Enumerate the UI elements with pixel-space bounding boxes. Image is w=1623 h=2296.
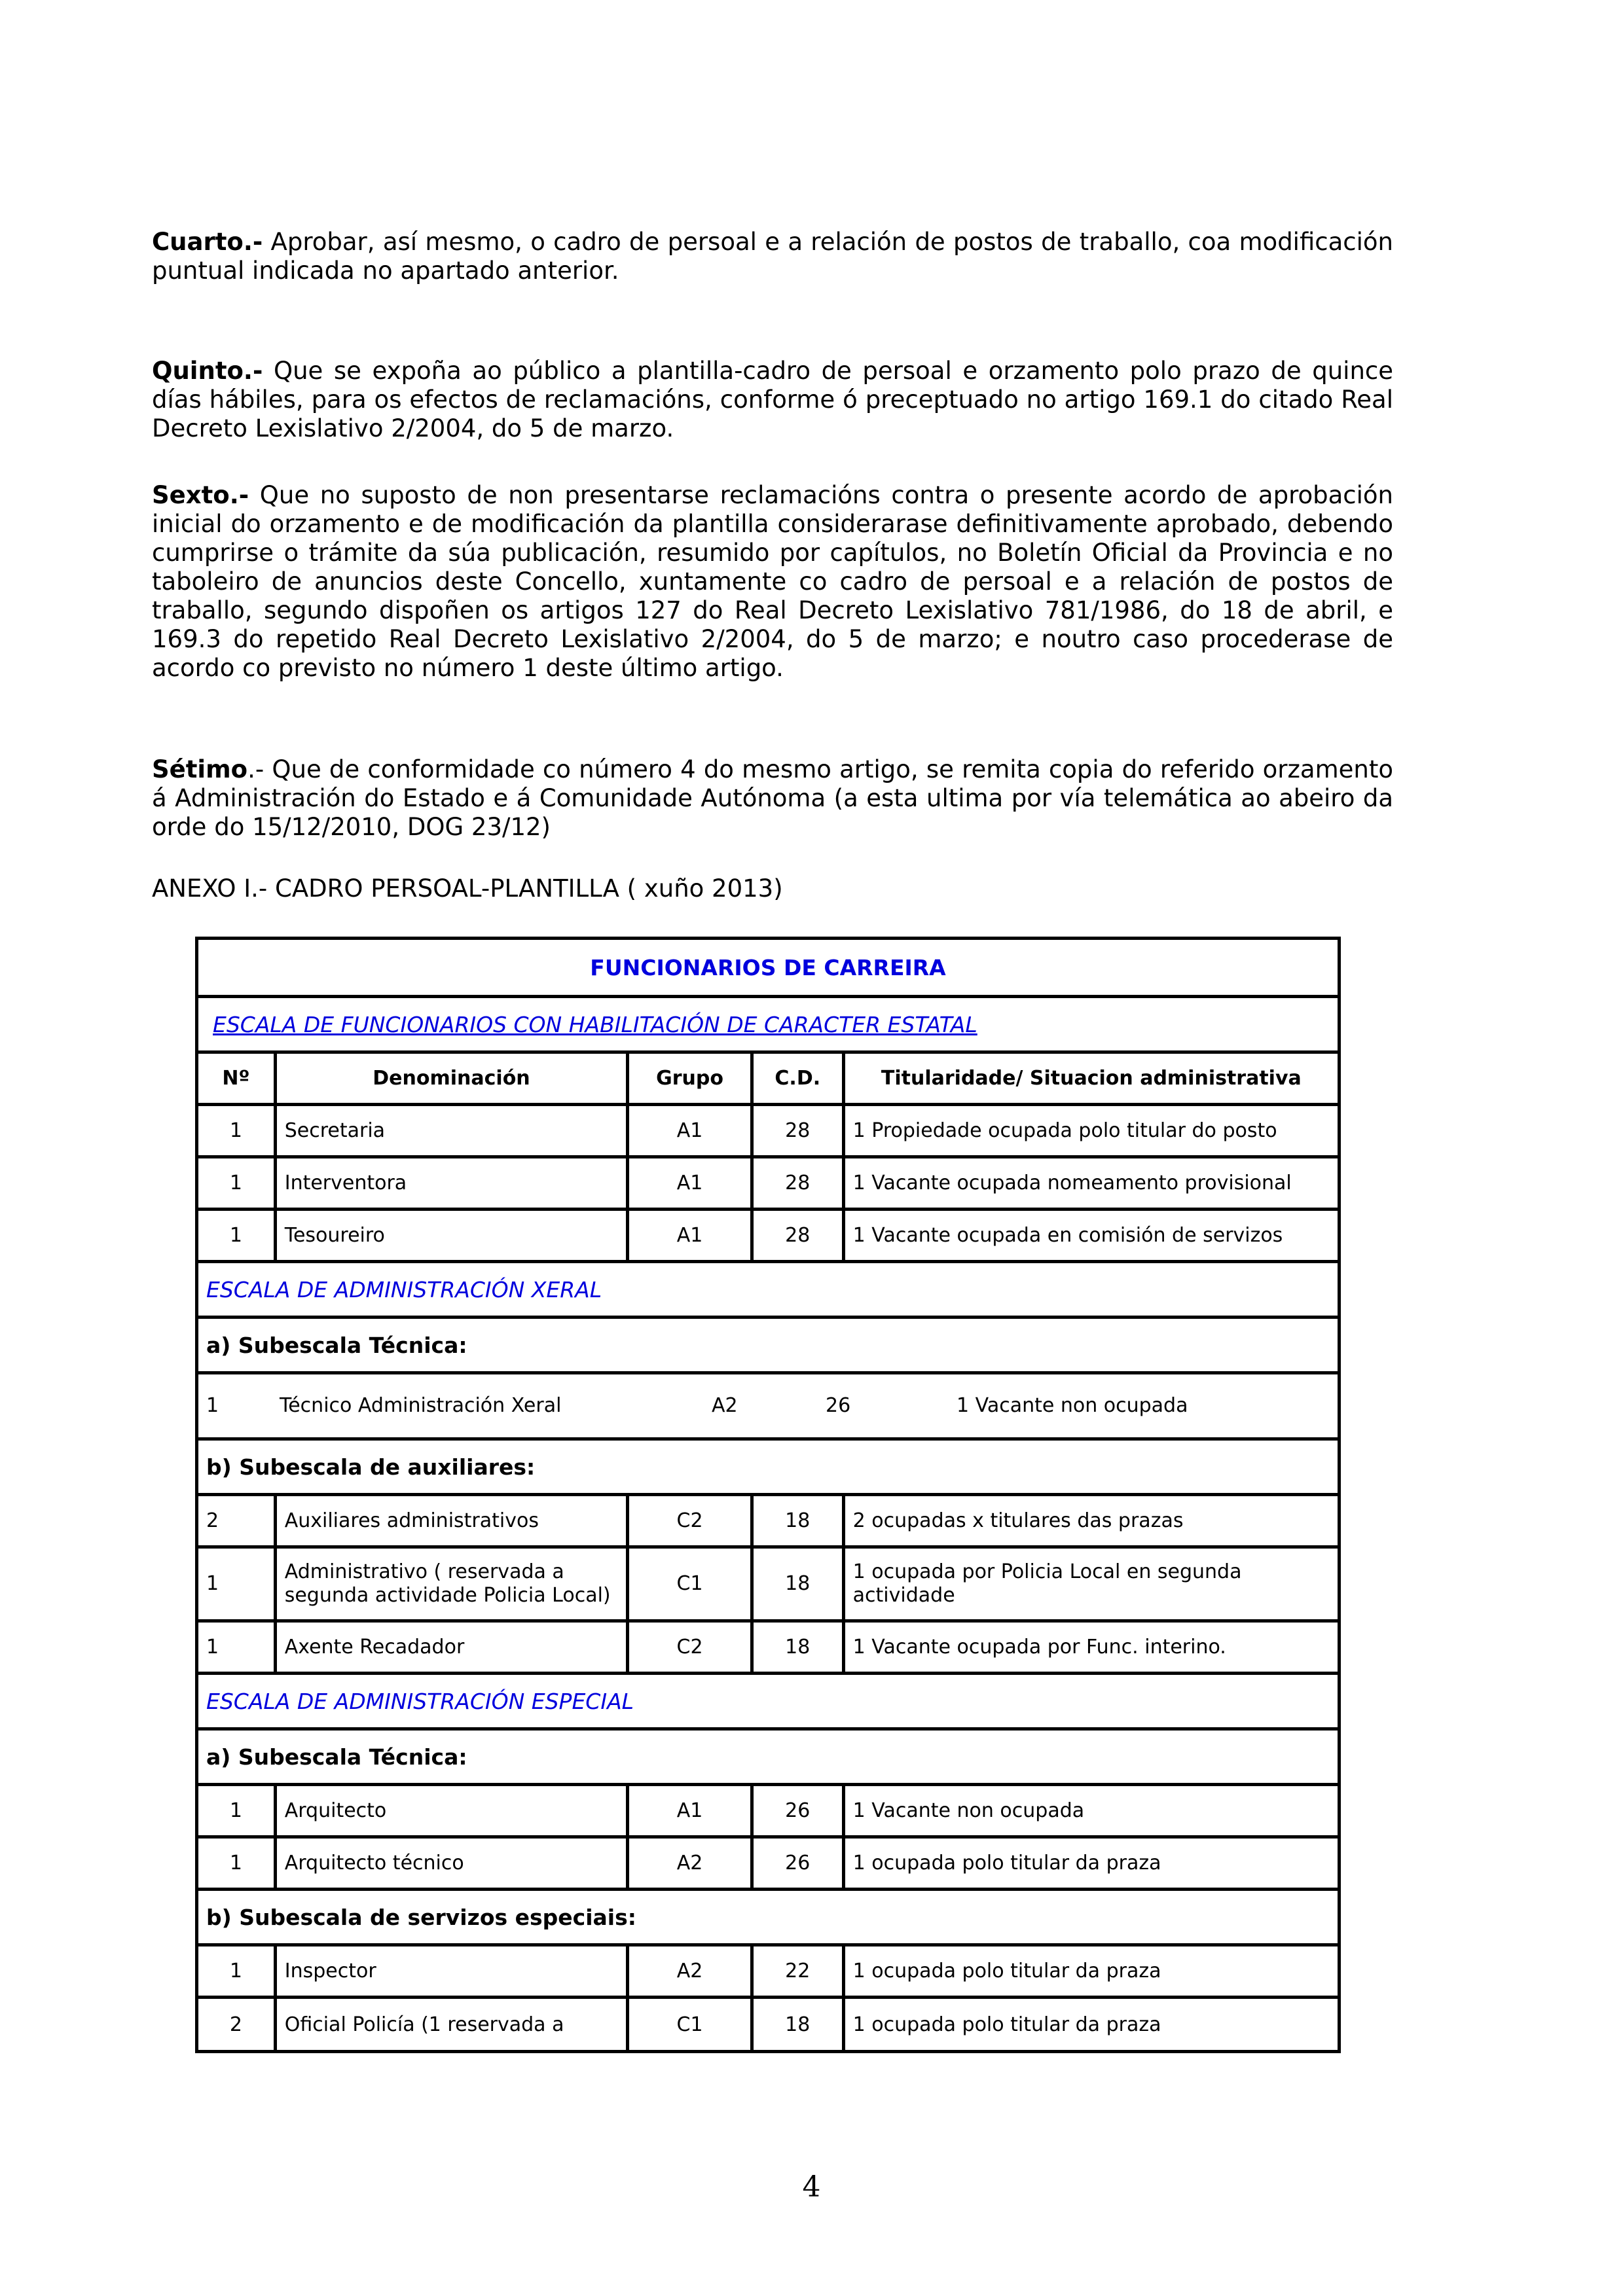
cell-cd: 18 (752, 1495, 843, 1547)
cell-cd: 28 (752, 1157, 843, 1210)
cell-group: C2 (628, 1495, 752, 1547)
cell-cd: 26 (826, 1394, 851, 1417)
paragraph-text: Que no suposto de non presentarse reclamacións contra o presente acordo de aprobación inicial do orzamento e de modificación da plantilla considerarase definitivamente aprobado, debendo cumprirse o trámite da súa publicación, resumido por capítulos, no Boletín Oficial da Provincia e no taboleiro de anuncios deste Concello, xuntamente co cadro de persoal e a relación de postos de traballo, segundo dispoñen os artigos 127 do Real Decreto Lexislativo 781/1986, do 18 de abril, e 169.3 do repetido Real Decreto Lexislativo 2/2004, do 5 de marzo; e noutro caso procederase de acordo co previsto no número 1 deste último artigo. (152, 481, 1393, 682)
cell-group: A2 (628, 1945, 752, 1998)
cell-number: 1 (197, 1837, 276, 1890)
paragraph-text: Aprobar, así mesmo, o cadro de persoal e a relación de postos de traballo, coa modificación puntual indicada no apartado anterior. (152, 228, 1393, 285)
cell-number: 1 (197, 1210, 276, 1262)
paragraph-text: .- Que de conformidade co número 4 do mesmo artigo, se remita copia do referido orzamento á Administración do Estado e á Comunidade Autónoma (a esta ultima por vía telemática ao abeiro da orde do 15/12/2010, DOG 23/12) (152, 755, 1393, 841)
merged-row-cell (197, 1373, 1340, 1439)
cell-status: 1 Vacante ocupada por Func. interino. (843, 1621, 1339, 1674)
cell-number: 1 (197, 1157, 276, 1210)
cell-status: 1 Vacante ocupada nomeamento provisional (843, 1157, 1339, 1210)
cell-status: 1 Propiedade ocupada polo titular do posto (843, 1105, 1339, 1157)
subscale-row (197, 1890, 1340, 1945)
cell-name: Axente Recadador (275, 1621, 628, 1674)
cell-status: 1 ocupada por Policia Local en segunda actividade (843, 1547, 1339, 1621)
cell-status: 1 Vacante ocupada en comisión de servizos (843, 1210, 1339, 1262)
subscale-row (197, 1318, 1340, 1373)
scale-header-row (197, 997, 1340, 1052)
scale-header-row (197, 1262, 1340, 1318)
table-row (197, 1785, 1340, 1837)
cell-number: 2 (197, 1495, 276, 1547)
subscale-row (197, 1729, 1340, 1785)
cell-group: A1 (628, 1210, 752, 1262)
table-row (197, 1621, 1340, 1674)
column-header: C.D. (752, 1052, 843, 1105)
cell-number: 1 (197, 1547, 276, 1621)
cell-group: C1 (628, 1547, 752, 1621)
cell-cd: 18 (752, 1547, 843, 1621)
cell-number: 1 (197, 1945, 276, 1998)
paragraph-text: Que se expoña ao público a plantilla-cadro de persoal e orzamento polo prazo de quince días hábiles, para os efectos de reclamacións, conforme ó preceptuado no artigo 169.1 do citado Real Decreto Lexislativo 2/2004, do 5 de marzo. (152, 357, 1393, 442)
column-header: Denominación (275, 1052, 628, 1105)
cell-number: 1 (197, 1105, 276, 1157)
paragraph-label: Sexto.- (152, 481, 249, 509)
paragraph-label: Sétimo (152, 755, 248, 783)
scale-header-row (197, 1674, 1340, 1729)
table-row (197, 1945, 1340, 1998)
cell-status: 1 ocupada polo titular da praza (843, 1998, 1339, 2052)
subscale-header: a) Subescala Técnica: (197, 1729, 1340, 1785)
column-header: Grupo (628, 1052, 752, 1105)
cell-name: Arquitecto técnico (275, 1837, 628, 1890)
cell-cd: 26 (752, 1785, 843, 1837)
cell-name: Auxiliares administrativos (275, 1495, 628, 1547)
staff-table (195, 937, 1341, 2053)
cell-number: 1 (197, 1621, 276, 1674)
cell-status: 1 ocupada polo titular da praza (843, 1837, 1339, 1890)
page-number: 4 (802, 2170, 821, 2204)
subscale-header: a) Subescala Técnica: (197, 1318, 1340, 1373)
paragraph-setimo (152, 755, 1393, 842)
cell-cd: 26 (752, 1837, 843, 1890)
cell-group: A1 (628, 1785, 752, 1837)
paragraph-quinto (152, 357, 1393, 443)
cell-name: Técnico Administración Xeral (280, 1394, 562, 1417)
cell-name: Inspector (275, 1945, 628, 1998)
table-row (197, 1157, 1340, 1210)
table-row (197, 1495, 1340, 1547)
table-row (197, 1837, 1340, 1890)
subscale-header: b) Subescala de auxiliares: (197, 1439, 1340, 1495)
column-header: Titularidade/ Situacion administrativa (843, 1052, 1339, 1105)
scale-header (197, 997, 1340, 1052)
annex-title: ANEXO I.- CADRO PERSOAL-PLANTILLA ( xuño 2013) (152, 874, 783, 903)
cell-number: 1 (197, 1785, 276, 1837)
cell-group: A1 (628, 1157, 752, 1210)
table-row (197, 1105, 1340, 1157)
cell-cd: 22 (752, 1945, 843, 1998)
table-row (197, 1547, 1340, 1621)
cell-name: Administrativo ( reservada a segunda actividade Policia Local) (275, 1547, 628, 1621)
cell-group: A1 (628, 1105, 752, 1157)
scale-header-text: ESCALA DE FUNCIONARIOS CON HABILITACIÓN DE CARACTER ESTATAL (213, 1011, 977, 1037)
subscale-row (197, 1439, 1340, 1495)
column-header-row (197, 1052, 1340, 1105)
cell-name: Interventora (275, 1157, 628, 1210)
cell-group: C2 (628, 1621, 752, 1674)
cell-name: Secretaria (275, 1105, 628, 1157)
cell-status: 1 Vacante non ocupada (843, 1785, 1339, 1837)
cell-cd: 18 (752, 1998, 843, 2052)
cell-name: Arquitecto (275, 1785, 628, 1837)
subscale-header: b) Subescala de servizos especiais: (197, 1890, 1340, 1945)
table-row (197, 1998, 1340, 2052)
paragraph-label: Quinto.- (152, 357, 263, 385)
scale-header: ESCALA DE ADMINISTRACIÓN ESPECIAL (197, 1674, 1340, 1729)
table-title: FUNCIONARIOS DE CARREIRA (197, 939, 1340, 997)
table-row (197, 1373, 1340, 1439)
table-title-row (197, 939, 1340, 997)
paragraph-sexto (152, 481, 1393, 683)
cell-group: A2 (712, 1394, 738, 1417)
cell-cd: 28 (752, 1210, 843, 1262)
cell-cd: 28 (752, 1105, 843, 1157)
paragraph-cuarto (152, 228, 1393, 285)
cell-name: Tesoureiro (275, 1210, 628, 1262)
cell-group: C1 (628, 1998, 752, 2052)
cell-status: 2 ocupadas x titulares das prazas (843, 1495, 1339, 1547)
column-header: Nº (197, 1052, 276, 1105)
scale-header: ESCALA DE ADMINISTRACIÓN XERAL (197, 1262, 1340, 1318)
cell-cd: 18 (752, 1621, 843, 1674)
paragraph-label: Cuarto.- (152, 228, 263, 256)
cell-status: 1 ocupada polo titular da praza (843, 1945, 1339, 1998)
cell-number: 1 (206, 1394, 219, 1417)
cell-group: A2 (628, 1837, 752, 1890)
cell-status: 1 Vacante non ocupada (957, 1394, 1188, 1417)
table-row (197, 1210, 1340, 1262)
cell-name: Oficial Policía (1 reservada a (275, 1998, 628, 2052)
cell-number: 2 (197, 1998, 276, 2052)
